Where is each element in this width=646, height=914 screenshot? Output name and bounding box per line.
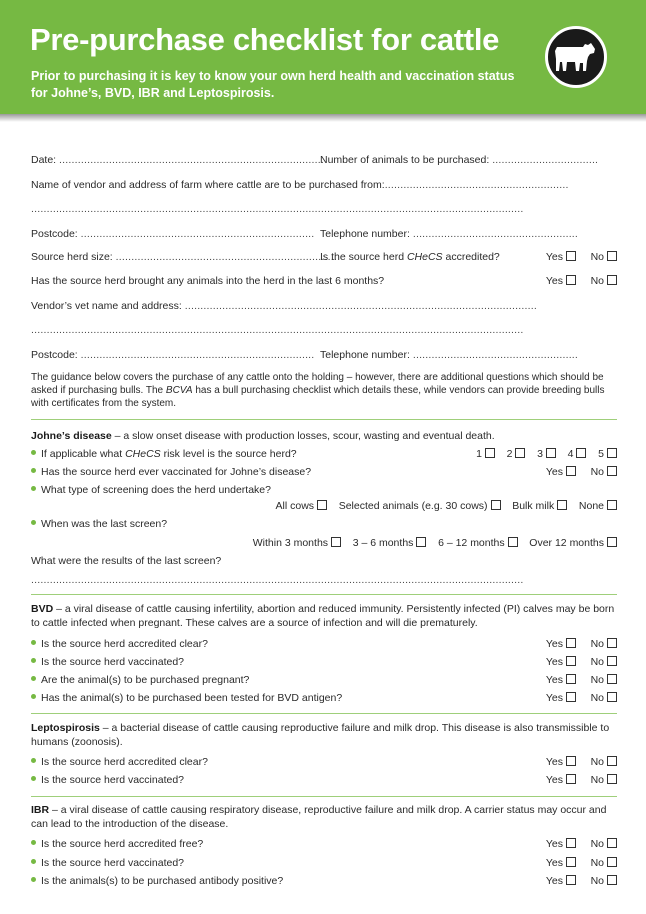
checkbox-3-6-months[interactable] bbox=[416, 537, 426, 547]
vendor-field[interactable]: Name of vendor and address of farm where cattle are to be purchased from:........................................................... bbox=[31, 179, 569, 191]
postcode-label: Postcode: bbox=[31, 349, 78, 361]
checkbox-no[interactable] bbox=[607, 692, 617, 702]
checkbox-no[interactable] bbox=[607, 656, 617, 666]
lepto-q1-yes-no: Yes No bbox=[546, 755, 617, 769]
checkbox-no[interactable] bbox=[607, 756, 617, 766]
bullet-icon bbox=[31, 694, 36, 699]
ibr-q1: Is the source herd accredited free? bbox=[31, 837, 203, 851]
vet-address-line[interactable]: .............................................................................................................................................................. bbox=[31, 324, 524, 336]
bvd-q4-yes-no: Yes No bbox=[546, 691, 617, 705]
risk-level-options: 1 2 3 4 5 bbox=[476, 447, 617, 461]
vet-postcode-field[interactable]: Postcode: ........................................................................... bbox=[31, 349, 315, 361]
checkbox-no[interactable] bbox=[607, 838, 617, 848]
johnes-q3: What type of screening does the herd undertake? bbox=[31, 483, 271, 497]
vendor-label: Name of vendor and address of farm where cattle are to be purchased from: bbox=[31, 179, 385, 191]
bvd-heading: BVD – a viral disease of cattle causing infertility, abortion and reduced immunity. Persistently infected (PI) calves may be born to cattle infected when pregnant. These calves are a source of infection and will die prematurely. bbox=[31, 603, 615, 629]
telephone-label: Telephone number: bbox=[320, 349, 410, 361]
lepto-q2: Is the source herd vaccinated? bbox=[31, 773, 184, 787]
num-animals-field[interactable]: Number of animals to be purchased: .................................. bbox=[320, 154, 599, 166]
checkbox-yes[interactable] bbox=[566, 674, 576, 684]
bvd-q2: Is the source herd vaccinated? bbox=[31, 655, 184, 669]
page-subtitle: Prior to purchasing it is key to know your own herd health and vaccination status for Johne’s, BVD, IBR and Leptospirosis. bbox=[31, 69, 515, 100]
checkbox-yes[interactable] bbox=[566, 774, 576, 784]
johnes-q1: If applicable what CHeCS risk level is the source herd? bbox=[31, 447, 297, 461]
bullet-icon bbox=[31, 840, 36, 845]
johnes-heading: Johne’s disease – a slow onset disease with production losses, scour, wasting and eventual death. bbox=[31, 430, 495, 442]
ibr-q2: Is the source herd vaccinated? bbox=[31, 856, 184, 870]
bullet-icon bbox=[31, 658, 36, 663]
bullet-icon bbox=[31, 486, 36, 491]
ibr-q2-yes-no: Yes No bbox=[546, 856, 617, 870]
herd-size-label: Source herd size: bbox=[31, 251, 113, 263]
checkbox-6-12-months[interactable] bbox=[508, 537, 518, 547]
lepto-q2-yes-no: Yes No bbox=[546, 773, 617, 787]
bullet-icon bbox=[31, 758, 36, 763]
bvd-q1: Is the source herd accredited clear? bbox=[31, 637, 208, 651]
bvd-q2-yes-no: Yes No bbox=[546, 655, 617, 669]
bullet-icon bbox=[31, 877, 36, 882]
checkbox-none[interactable] bbox=[607, 500, 617, 510]
brought-yes-no: Yes No bbox=[546, 274, 617, 288]
checkbox-over-12-months[interactable] bbox=[607, 537, 617, 547]
checs-question: Is the source herd CHeCS accredited? bbox=[320, 251, 500, 263]
bvd-q3-yes-no: Yes No bbox=[546, 673, 617, 687]
checs-yes-no: Yes No bbox=[546, 250, 617, 264]
bvd-q4: Has the animal(s) to be purchased been tested for BVD antigen? bbox=[31, 691, 342, 705]
checkbox-yes[interactable] bbox=[566, 251, 576, 261]
checkbox-yes[interactable] bbox=[566, 875, 576, 885]
num-animals-label: Number of animals to be purchased: bbox=[320, 154, 490, 166]
vet-label: Vendor’s vet name and address: bbox=[31, 300, 182, 312]
vet-field[interactable]: Vendor’s vet name and address: ................................................................................................................. bbox=[31, 300, 537, 312]
vendor-address-line[interactable]: .............................................................................................................................................................. bbox=[31, 203, 524, 215]
page-title: Pre-purchase checklist for cattle bbox=[30, 22, 500, 57]
bvd-q3: Are the animal(s) to be purchased pregnant? bbox=[31, 673, 249, 687]
checkbox-level-5[interactable] bbox=[607, 448, 617, 458]
johnes-q2: Has the source herd ever vaccinated for Johne’s disease? bbox=[31, 465, 311, 479]
checkbox-no[interactable] bbox=[607, 638, 617, 648]
checkbox-no[interactable] bbox=[607, 674, 617, 684]
ibr-heading: IBR – a viral disease of cattle causing respiratory disease, reproductive failure and milk drop. A carrier status may occur and can lead to the introduction of the disease. bbox=[31, 804, 607, 830]
checkbox-no[interactable] bbox=[607, 275, 617, 285]
vet-telephone-field[interactable]: Telephone number: ..................................................... bbox=[320, 349, 579, 361]
johnes-q5: What were the results of the last screen? bbox=[31, 555, 222, 567]
date-field[interactable]: Date: ..................................................................................... bbox=[31, 154, 324, 166]
postcode-field[interactable]: Postcode: ........................................................................... bbox=[31, 228, 315, 240]
johnes-q4: When was the last screen? bbox=[31, 517, 167, 531]
header-shadow bbox=[0, 114, 646, 122]
checkbox-no[interactable] bbox=[607, 875, 617, 885]
checkbox-no[interactable] bbox=[607, 251, 617, 261]
ibr-q1-yes-no: Yes No bbox=[546, 837, 617, 851]
postcode-label: Postcode: bbox=[31, 228, 78, 240]
intro-paragraph: The guidance below covers the purchase of any cattle onto the holding – however, there are additional questions which should be asked if purchasing bulls. The BCVA has a bull purchasing checklist which details these, while vendors can provide breeding bulls with certificates from the system. bbox=[31, 372, 605, 409]
checkbox-yes[interactable] bbox=[566, 275, 576, 285]
checkbox-no[interactable] bbox=[607, 857, 617, 867]
checkbox-yes[interactable] bbox=[566, 692, 576, 702]
lepto-q1: Is the source herd accredited clear? bbox=[31, 755, 208, 769]
timing-options: Within 3 months 3 – 6 months 6 – 12 months Over 12 months bbox=[253, 536, 617, 550]
checkbox-yes[interactable] bbox=[566, 638, 576, 648]
divider bbox=[31, 796, 617, 797]
checkbox-level-3[interactable] bbox=[546, 448, 556, 458]
cow-icon bbox=[555, 41, 597, 73]
telephone-label: Telephone number: bbox=[320, 228, 410, 240]
bullet-icon bbox=[31, 640, 36, 645]
checkbox-no[interactable] bbox=[607, 774, 617, 784]
bullet-icon bbox=[31, 676, 36, 681]
results-line[interactable]: .............................................................................................................................................................. bbox=[31, 574, 524, 586]
checkbox-level-1[interactable] bbox=[485, 448, 495, 458]
checkbox-yes[interactable] bbox=[566, 466, 576, 476]
checkbox-yes[interactable] bbox=[566, 656, 576, 666]
johnes-q2-yes-no: Yes No bbox=[546, 465, 617, 479]
bullet-icon bbox=[31, 859, 36, 864]
ibr-q3: Is the animals(s) to be purchased antibody positive? bbox=[31, 874, 283, 888]
checkbox-yes[interactable] bbox=[566, 756, 576, 766]
bullet-icon bbox=[31, 776, 36, 781]
divider bbox=[31, 594, 617, 595]
bullet-icon bbox=[31, 468, 36, 473]
checkbox-yes[interactable] bbox=[566, 857, 576, 867]
screening-options: All cows Selected animals (e.g. 30 cows) Bulk milk None bbox=[276, 499, 617, 513]
checkbox-selected-animals[interactable] bbox=[491, 500, 501, 510]
divider bbox=[31, 713, 617, 714]
checkbox-yes[interactable] bbox=[566, 838, 576, 848]
checkbox-all-cows[interactable] bbox=[317, 500, 327, 510]
checkbox-within-3-months[interactable] bbox=[331, 537, 341, 547]
ibr-q3-yes-no: Yes No bbox=[546, 874, 617, 888]
bullet-icon bbox=[31, 450, 36, 455]
herd-size-field[interactable]: Source herd size: ....................................................................... bbox=[31, 251, 337, 263]
date-label: Date: bbox=[31, 154, 57, 166]
brought-question: Has the source herd brought any animals into the herd in the last 6 months? bbox=[31, 275, 385, 287]
bvd-q1-yes-no: Yes No bbox=[546, 637, 617, 651]
header-banner bbox=[0, 0, 646, 114]
checkbox-bulk-milk[interactable] bbox=[557, 500, 567, 510]
checkbox-no[interactable] bbox=[607, 466, 617, 476]
logo bbox=[545, 26, 607, 88]
divider bbox=[31, 419, 617, 420]
telephone-field[interactable]: Telephone number: ..................................................... bbox=[320, 228, 579, 240]
checkbox-level-2[interactable] bbox=[515, 448, 525, 458]
lepto-heading: Leptospirosis – a bacterial disease of cattle causing reproductive failure and milk drop. This disease is also transmissible to humans (zoonosis). bbox=[31, 722, 610, 748]
bullet-icon bbox=[31, 520, 36, 525]
checkbox-level-4[interactable] bbox=[576, 448, 586, 458]
